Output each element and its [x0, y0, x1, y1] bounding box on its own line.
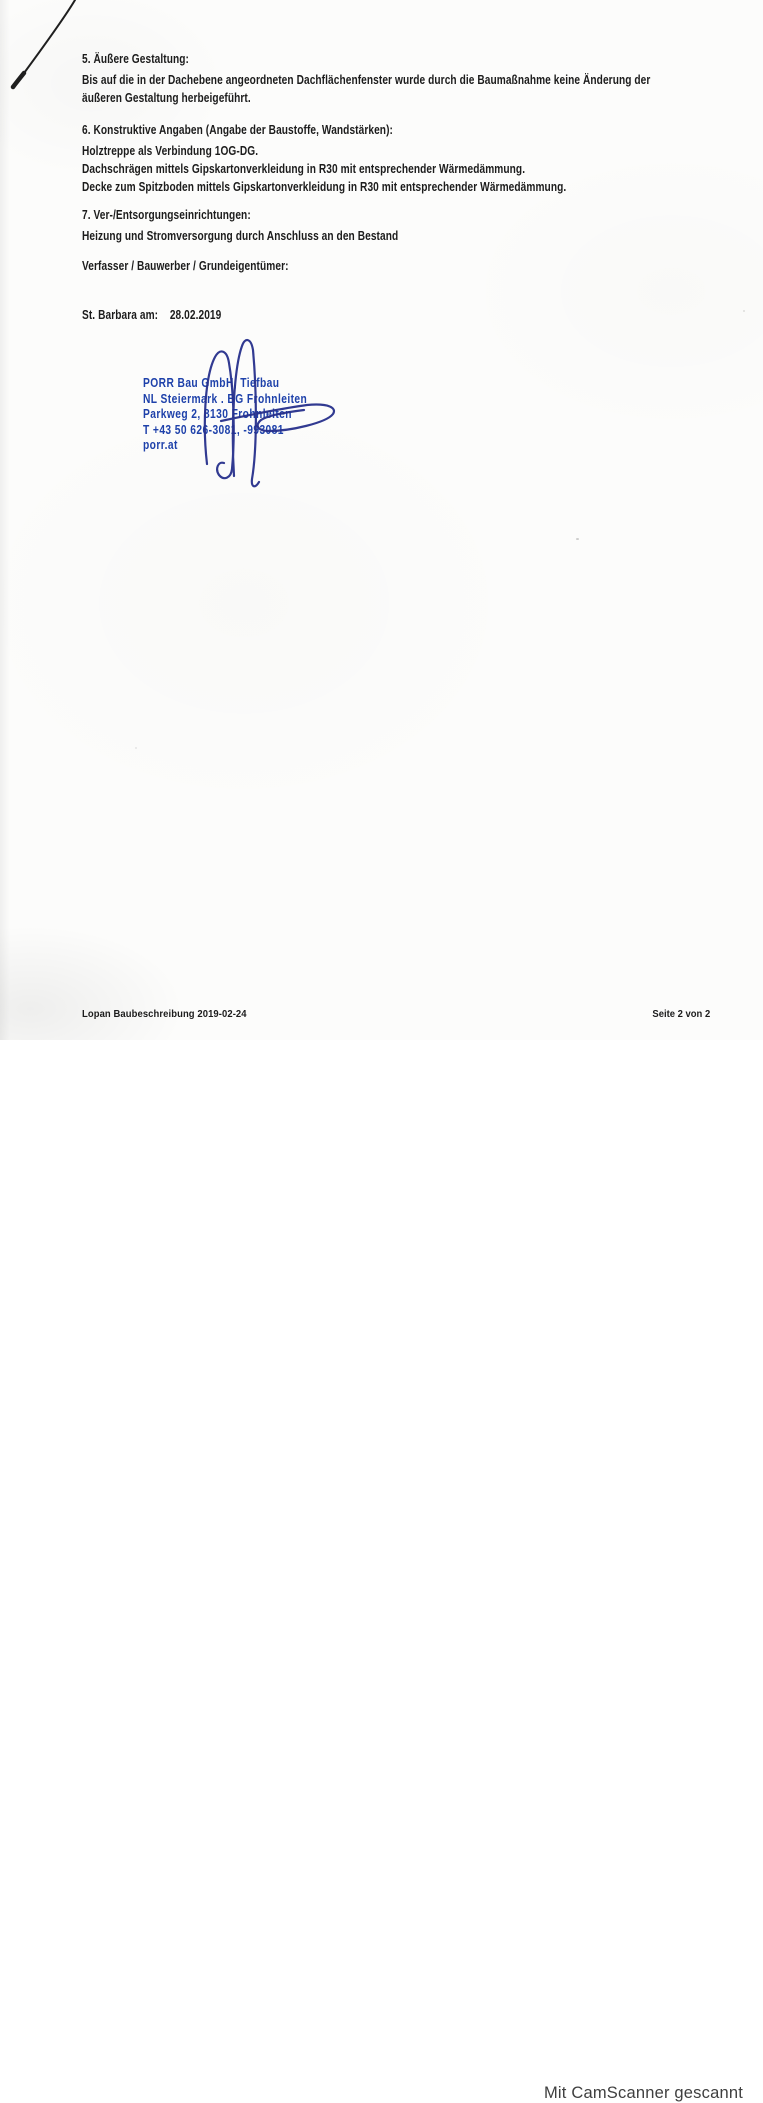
scan-speckle [576, 538, 579, 540]
body-line: Heizung und Stromversorgung durch Anschluss an den Bestand [82, 228, 399, 243]
stamp-company: PORR Bau GmbH, Tiefbau [143, 376, 280, 390]
place-label: St. Barbara am: [82, 307, 159, 322]
place-date-line [82, 306, 221, 324]
section-aussere-gestaltung [82, 50, 650, 107]
body-line: Bis auf die in der Dachebene angeordneten Dachflächenfenster wurde durch die Baumaßnahme keine Änderung der [82, 72, 651, 87]
stamp-website: porr.at [143, 438, 178, 452]
scan-speckle [135, 747, 137, 749]
section-konstruktive-angaben [82, 121, 566, 196]
body-line: Dachschrägen mittels Gipskartonverkleidung in R30 mit entsprechender Wärmedämmung. [82, 161, 526, 176]
stamp-address: Parkweg 2, 8130 Frohnleiten [143, 407, 292, 421]
date-value: 28.02.2019 [169, 307, 222, 322]
section-heading: 6. Konstruktive Angaben (Angabe der Baustoffe, Wandstärken): [82, 122, 393, 137]
section-heading: 7. Ver-/Entsorgungseinrichtungen: [82, 207, 251, 222]
scan-speckle [743, 310, 745, 312]
section-heading: 5. Äußere Gestaltung: [82, 51, 190, 66]
signature-icon [190, 330, 360, 492]
body-line: äußeren Gestaltung herbeigeführt. [82, 90, 251, 105]
scanned-page [0, 0, 763, 1040]
footer-page-number: Seite 2 von 2 [652, 1008, 710, 1020]
body-line: Holztreppe als Verbindung 1OG-DG. [82, 143, 259, 158]
stamp-phone: T +43 50 626-3081, -993081 [143, 422, 284, 437]
body-line: Decke zum Spitzboden mittels Gipskartonverkleidung in R30 mit entsprechender Wärmedämmung. [82, 179, 567, 194]
camscanner-strip [0, 1040, 763, 2102]
section-ver-entsorgung [82, 206, 398, 245]
stamp-branch: NL Steiermark . BG Frohnleiten [143, 391, 308, 406]
author-label: Verfasser / Bauwerber / Grundeigentümer: [82, 258, 289, 273]
camscanner-watermark: Mit CamScanner gescannt [543, 2084, 743, 2102]
footer-document-id: Lopan Baubeschreibung 2019-02-24 [82, 1008, 247, 1020]
